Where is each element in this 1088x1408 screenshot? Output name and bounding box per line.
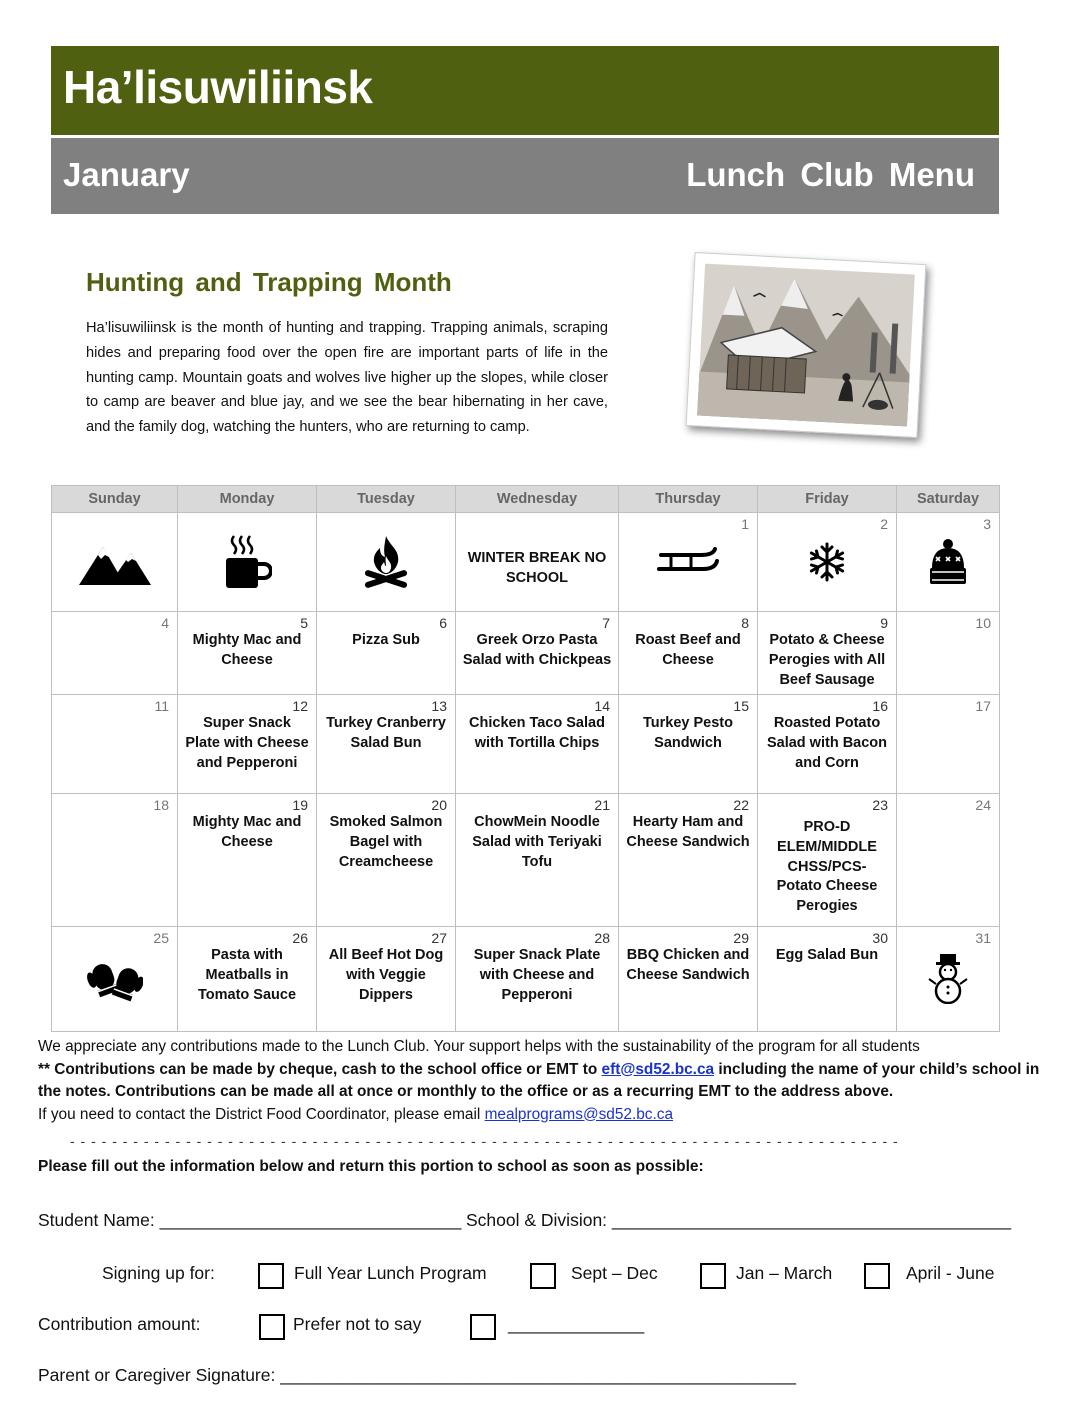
winter-break-notice: WINTER BREAK NO SCHOOL bbox=[467, 550, 607, 586]
day-number: 21 bbox=[594, 797, 610, 813]
student-name-field[interactable]: Student Name: _______________________________ bbox=[38, 1210, 462, 1230]
meal-item: Mighty Mac and Cheese bbox=[192, 632, 302, 668]
april-june-checkbox[interactable] bbox=[864, 1263, 890, 1289]
calendar-cell bbox=[897, 927, 1000, 1032]
day-number: 24 bbox=[975, 797, 991, 813]
day-number: 28 bbox=[594, 930, 610, 946]
day-header-friday: Friday bbox=[758, 486, 897, 513]
calendar-cell bbox=[178, 794, 317, 927]
calendar-cell bbox=[317, 513, 456, 612]
hunting-camp-illustration bbox=[686, 252, 927, 438]
toboggan-icon bbox=[657, 547, 719, 577]
prefer-not-to-say-label: Prefer not to say bbox=[293, 1314, 422, 1334]
day-number: 17 bbox=[975, 698, 991, 714]
day-header-monday: Monday bbox=[178, 486, 317, 513]
day-header-tuesday: Tuesday bbox=[317, 486, 456, 513]
day-number: 1 bbox=[741, 516, 749, 532]
day-number: 11 bbox=[154, 698, 169, 714]
eft-email-link[interactable]: eft@sd52.bc.ca bbox=[601, 1060, 715, 1078]
day-header-saturday: Saturday bbox=[897, 486, 1000, 513]
day-number: 5 bbox=[300, 615, 308, 631]
meal-item: BBQ Chicken and Cheese Sandwich bbox=[626, 947, 750, 983]
mountain-icon bbox=[79, 539, 151, 585]
contribution-text-start: ** Contributions can be made by cheque, cash to the school office or EMT to bbox=[38, 1060, 602, 1078]
calendar-cell bbox=[178, 612, 317, 695]
calendar-cell bbox=[456, 927, 619, 1032]
day-number: 15 bbox=[733, 698, 749, 714]
calendar-cell bbox=[52, 513, 178, 612]
meal-item: All Beef Hot Dog with Veggie Dippers bbox=[328, 947, 444, 1003]
meal-item: Mighty Mac and Cheese bbox=[192, 814, 302, 850]
day-number: 26 bbox=[292, 930, 308, 946]
day-header-thursday: Thursday bbox=[619, 486, 758, 513]
day-number: 12 bbox=[292, 698, 308, 714]
section-heading: Hunting and Trapping Month bbox=[86, 267, 452, 297]
custom-amount-checkbox[interactable] bbox=[470, 1314, 496, 1340]
meal-item: Hearty Ham and Cheese Sandwich bbox=[626, 814, 750, 850]
calendar-cell bbox=[52, 612, 178, 695]
day-number: 30 bbox=[872, 930, 888, 946]
meal-item: Potato & Cheese Perogies with All Beef Sausage bbox=[768, 632, 886, 688]
day-number: 4 bbox=[161, 615, 169, 631]
calendar-cell bbox=[619, 612, 758, 695]
pro-d-notice: PRO-D ELEM/MIDDLE CHSS/PCS- Potato Cheese Perogies bbox=[776, 819, 878, 915]
meal-item: Pasta with Meatballs in Tomato Sauce bbox=[197, 947, 297, 1003]
prefer-not-to-say-checkbox[interactable] bbox=[259, 1314, 285, 1340]
meal-item: Turkey Cranberry Salad Bun bbox=[326, 715, 446, 751]
day-number: 23 bbox=[872, 797, 888, 813]
day-number: 3 bbox=[983, 516, 991, 532]
day-header-wednesday: Wednesday bbox=[456, 486, 619, 513]
meal-item: Super Snack Plate with Cheese and Pepperoni bbox=[185, 715, 309, 771]
coordinator-contact bbox=[38, 1104, 1058, 1127]
contribution-text-end: including the name of your child’s school in the notes. Contributions can be made all at once or monthly to the office or as a recurring EMT to the address above. bbox=[38, 1060, 1040, 1100]
meal-item: ChowMein Noodle Salad with Teriyaki Tofu bbox=[472, 814, 602, 870]
sept-dec-label: Sept – Dec bbox=[571, 1263, 658, 1283]
calendar-cell bbox=[758, 794, 897, 927]
month-label: January bbox=[63, 156, 190, 193]
calendar-cell bbox=[456, 794, 619, 927]
calendar-cell bbox=[619, 695, 758, 794]
day-number: 7 bbox=[602, 615, 610, 631]
day-number: 6 bbox=[439, 615, 447, 631]
calendar-cell bbox=[897, 794, 1000, 927]
day-number: 18 bbox=[153, 797, 169, 813]
jan-march-label: Jan – March bbox=[736, 1263, 833, 1283]
meal-item: Turkey Pesto Sandwich bbox=[643, 715, 733, 751]
calendar-cell bbox=[317, 794, 456, 927]
calendar-cell bbox=[758, 612, 897, 695]
jan-march-checkbox[interactable] bbox=[700, 1263, 726, 1289]
day-number: 10 bbox=[975, 615, 991, 631]
meal-item: Egg Salad Bun bbox=[775, 947, 879, 963]
calendar-cell bbox=[619, 513, 758, 612]
sept-dec-checkbox[interactable] bbox=[530, 1263, 556, 1289]
meal-item: Roast Beef and Cheese bbox=[635, 632, 741, 668]
contribution-notes bbox=[38, 1036, 1058, 1126]
calendar-cell bbox=[178, 927, 317, 1032]
day-number: 9 bbox=[880, 615, 888, 631]
contribution-amount-label: Contribution amount: bbox=[38, 1314, 201, 1334]
calendar-cell bbox=[178, 513, 317, 612]
signature-field[interactable]: Parent or Caregiver Signature: _____________________________________________________ bbox=[38, 1365, 797, 1385]
meal-item: Greek Orzo Pasta Salad with Chickpeas bbox=[462, 632, 612, 668]
menu-label: Lunch Club Menu bbox=[686, 156, 975, 193]
day-number: 27 bbox=[431, 930, 447, 946]
calendar-cell bbox=[52, 794, 178, 927]
day-number: 22 bbox=[733, 797, 749, 813]
calendar-week bbox=[52, 794, 1000, 927]
signing-up-label: Signing up for: bbox=[102, 1263, 215, 1283]
hunting-camp-image bbox=[687, 253, 926, 437]
calendar-cell bbox=[52, 927, 178, 1032]
calendar-cell bbox=[897, 612, 1000, 695]
april-june-label: April - June bbox=[906, 1263, 995, 1283]
day-number: 16 bbox=[872, 698, 888, 714]
contribution-instructions bbox=[38, 1059, 1058, 1104]
day-number: 13 bbox=[431, 698, 447, 714]
hot-mug-icon bbox=[222, 534, 272, 590]
mealprograms-email-link[interactable]: mealprograms@sd52.bc.ca bbox=[484, 1105, 674, 1123]
day-number: 25 bbox=[153, 930, 169, 946]
subheader-banner bbox=[51, 138, 999, 214]
calendar-cell bbox=[456, 695, 619, 794]
day-number: 14 bbox=[594, 698, 610, 714]
meal-item: Pizza Sub bbox=[352, 632, 420, 648]
intro-paragraph: Ha’lisuwiliinsk is the month of hunting and trapping. Trapping animals, scraping hides and preparing food over the open fire are important parts of life in the hunting camp. Mountain goats and wolves live higher up the slopes, while closer to camp are beaver and blue jay, and we see the bear hibernating in her cave, and the family dog, watching the hunters, who are returning to camp. bbox=[86, 320, 608, 436]
mittens-icon bbox=[87, 956, 143, 1002]
day-number: 2 bbox=[880, 516, 888, 532]
day-number: 29 bbox=[733, 930, 749, 946]
school-division-field[interactable]: School & Division: _________________________________________ bbox=[466, 1210, 1011, 1230]
appreciation-text: We appreciate any contributions made to the Lunch Club. Your support helps with the sustainability of the program for all students bbox=[38, 1038, 920, 1055]
header-banner bbox=[51, 46, 999, 135]
snowflake-icon bbox=[807, 542, 847, 582]
lunch-calendar bbox=[51, 485, 1000, 1032]
calendar-cell bbox=[897, 695, 1000, 794]
calendar-cell bbox=[317, 927, 456, 1032]
day-number: 31 bbox=[975, 930, 991, 946]
calendar-cell bbox=[619, 927, 758, 1032]
meal-item: Chicken Taco Salad with Tortilla Chips bbox=[469, 715, 605, 751]
calendar-week bbox=[52, 927, 1000, 1032]
meal-item: Roasted Potato Salad with Bacon and Corn bbox=[766, 715, 888, 771]
page-title: Ha’lisuwiliinsk bbox=[63, 61, 373, 113]
snowman-icon bbox=[928, 954, 968, 1004]
custom-amount-field[interactable]: ______________ bbox=[508, 1314, 645, 1334]
day-header-sunday: Sunday bbox=[52, 486, 178, 513]
form-instruction: Please fill out the information below and return this portion to school as soon as possible: bbox=[38, 1158, 704, 1175]
meal-item: Super Snack Plate with Cheese and Pepperoni bbox=[473, 947, 601, 1003]
meal-item: Smoked Salmon Bagel with Creamcheese bbox=[329, 814, 443, 870]
calendar-cell bbox=[317, 695, 456, 794]
calendar-cell bbox=[758, 695, 897, 794]
calendar-cell bbox=[178, 695, 317, 794]
cut-line: - - - - - - - - - - - - - - - - - - - - - - - - - - - - - - - - - - - - - - - - - - - - - - - - - - - - - - - - - - - - - - - - - - - - - - - - - - - - - - - bbox=[70, 1133, 899, 1149]
calendar-cell bbox=[317, 612, 456, 695]
full-year-label: Full Year Lunch Program bbox=[294, 1263, 487, 1283]
calendar-cell bbox=[619, 794, 758, 927]
calendar-cell bbox=[456, 612, 619, 695]
calendar-cell bbox=[897, 513, 1000, 612]
calendar-week bbox=[52, 695, 1000, 794]
calendar-week bbox=[52, 612, 1000, 695]
calendar-cell bbox=[456, 513, 619, 612]
calendar-header-row bbox=[52, 486, 1000, 513]
full-year-checkbox[interactable] bbox=[258, 1263, 284, 1289]
calendar-cell bbox=[758, 513, 897, 612]
day-number: 8 bbox=[741, 615, 749, 631]
coordinator-text: If you need to contact the District Food Coordinator, please email bbox=[38, 1105, 485, 1123]
day-number: 19 bbox=[292, 797, 308, 813]
calendar-cell bbox=[758, 927, 897, 1032]
toque-icon bbox=[928, 538, 968, 586]
campfire-icon bbox=[362, 534, 410, 590]
calendar-week bbox=[52, 513, 1000, 612]
day-number: 20 bbox=[431, 797, 447, 813]
calendar-cell bbox=[52, 695, 178, 794]
